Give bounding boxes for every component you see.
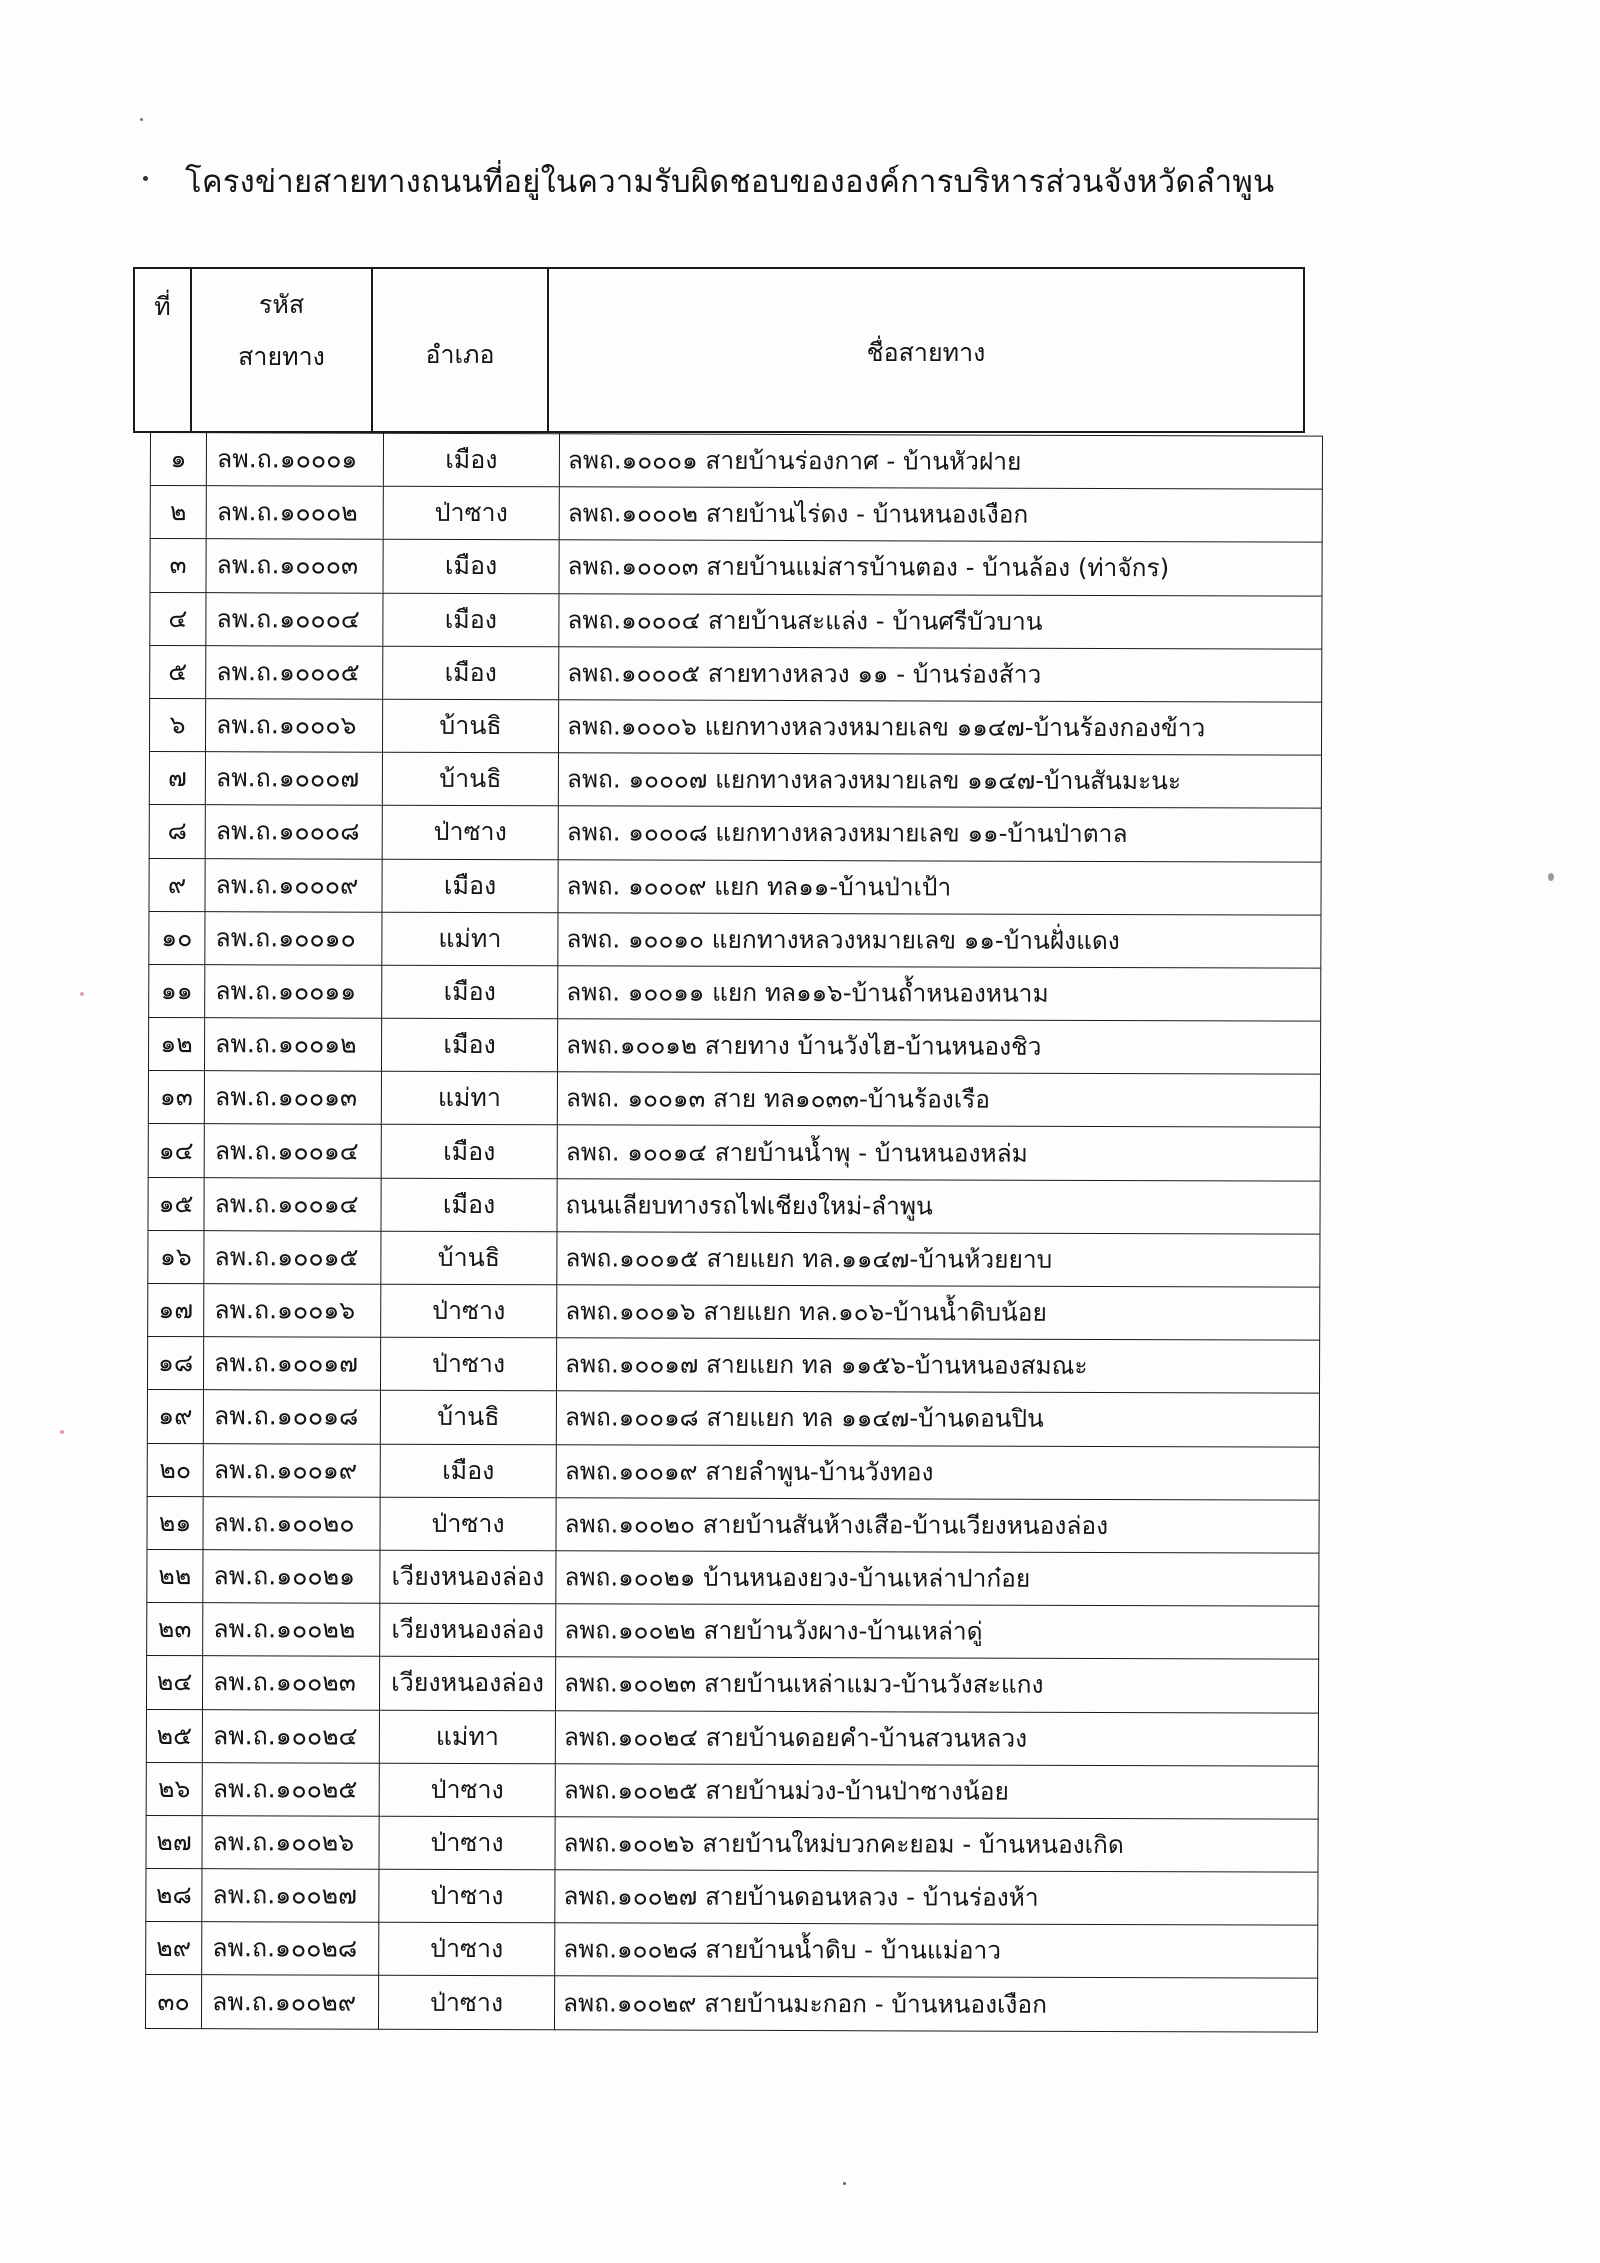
route-code-cell: ลพ.ถ.๑๐๐๐๓ [206, 539, 383, 593]
route-code-cell: ลพ.ถ.๑๐๐๑๔ [204, 1177, 381, 1231]
table-row [146, 1656, 1318, 1713]
row-number-cell: ๙ [149, 858, 205, 911]
table-row [147, 1496, 1319, 1553]
scan-speck [60, 1430, 64, 1434]
district-cell: เมือง [383, 433, 559, 487]
route-code-cell: ลพ.ถ.๑๐๐๑๐ [205, 911, 382, 965]
district-cell: ป่าซาง [381, 1284, 557, 1338]
district-cell: บ้านธิ [381, 1231, 557, 1285]
table-row [147, 1443, 1319, 1500]
district-cell: ป่าซาง [378, 1976, 554, 2030]
route-code-cell: ลพ.ถ.๑๐๐๐๘ [205, 805, 382, 859]
district-cell: บ้านธิ [382, 752, 558, 806]
route-name-cell: ลพถ.๑๐๐๐๖ แยกทางหลวงหมายเลข ๑๑๔๗-บ้านร้องกองข้าว [558, 700, 1321, 756]
row-number-cell: ๑๓ [148, 1071, 204, 1124]
row-number-cell: ๑๕ [148, 1177, 204, 1230]
table-row [146, 1815, 1318, 1872]
row-number-cell: ๑๖ [148, 1230, 204, 1283]
header-code-line1: รหัส [258, 290, 305, 319]
district-cell: เมือง [381, 1018, 557, 1072]
route-name-cell: ลพถ. ๑๐๐๐๘ แยกทางหลวงหมายเลข ๑๑-บ้านป่าตาล [558, 806, 1321, 862]
row-number-cell: ๕ [150, 645, 206, 698]
route-name-cell: ลพถ. ๑๐๐๑๓ สาย ทล๑๐๓๓-บ้านร้องเรือ [557, 1072, 1320, 1128]
route-name-cell: ลพถ.๑๐๐๑๙ สายลำพูน-บ้านวังทอง [556, 1444, 1319, 1500]
row-number-cell: ๑๗ [148, 1283, 204, 1336]
table-row [148, 1018, 1320, 1075]
district-cell: เมือง [382, 965, 558, 1019]
route-name-cell: ลพถ. ๑๐๐๐๙ แยก ทล๑๑-บ้านป่าเป้า [558, 859, 1321, 915]
header-no [134, 268, 191, 432]
route-name-cell: ลพถ.๑๐๐๒๙ สายบ้านมะกอก - บ้านหนองเงือก [554, 1976, 1317, 2032]
route-code-cell: ลพ.ถ.๑๐๐๒๘ [202, 1922, 379, 1976]
route-code-cell: ลพ.ถ.๑๐๐๑๗ [203, 1337, 380, 1391]
table-row [150, 592, 1322, 649]
row-number-cell: ๓ [150, 539, 206, 592]
route-code-cell: ลพ.ถ.๑๐๐๒๓ [202, 1656, 379, 1710]
road-network-table [145, 432, 1323, 2032]
table-row [148, 1071, 1320, 1128]
route-name-cell: ลพถ.๑๐๐๐๔ สายบ้านสะแล่ง - บ้านศรีบัวบาน [559, 593, 1322, 649]
route-code-cell: ลพ.ถ.๑๐๐๑๓ [204, 1071, 381, 1125]
row-number-cell: ๗ [149, 752, 205, 805]
table-row [149, 805, 1321, 862]
table-row [149, 858, 1321, 915]
table-row [148, 1283, 1320, 1340]
row-number-cell: ๓๐ [145, 1975, 201, 2028]
row-number-cell: ๑๙ [147, 1390, 203, 1443]
route-name-cell: ลพถ.๑๐๐๑๕ สายแยก ทล.๑๑๔๗-บ้านห้วยยาบ [557, 1232, 1320, 1288]
scan-speck [80, 992, 84, 996]
route-name-cell: ลพถ. ๑๐๐๑๐ แยกทางหลวงหมายเลข ๑๑-บ้านฝั่งแดง [558, 912, 1321, 968]
row-number-cell: ๑๒ [148, 1018, 204, 1071]
document-title: โครงข่ายสายทางถนนที่อยู่ในความรับผิดชอบขององค์การบริหารส่วนจังหวัดลำพูน [185, 164, 1275, 200]
scan-speck [1548, 873, 1554, 881]
route-name-cell: ลพถ.๑๐๐๐๕ สายทางหลวง ๑๑ - บ้านร่องส้าว [559, 647, 1322, 703]
row-number-cell: ๒๘ [146, 1869, 202, 1922]
route-name-cell: ลพถ.๑๐๐๑๒ สายทาง บ้านวังไฮ-บ้านหนองชิว [557, 1019, 1320, 1075]
scan-speck [140, 118, 143, 121]
header-district-label: อำเภอ [425, 340, 495, 369]
route-name-cell: ลพถ.๑๐๐๐๒ สายบ้านไร่ดง - บ้านหนองเงือก [559, 487, 1322, 543]
route-code-cell: ลพ.ถ.๑๐๐๒๒ [203, 1603, 380, 1657]
route-code-cell: ลพ.ถ.๑๐๐๐๗ [205, 752, 382, 806]
district-cell: เมือง [383, 593, 559, 647]
row-number-cell: ๒๓ [147, 1603, 203, 1656]
row-number-cell: ๒ [150, 486, 206, 539]
route-code-cell: ลพ.ถ.๑๐๐๒๔ [202, 1709, 379, 1763]
header-no-label: ที่ [154, 292, 171, 321]
table-row [147, 1549, 1319, 1606]
route-name-cell: ลพถ.๑๐๐๒๖ สายบ้านใหม่บวกคะยอม - บ้านหนองเกิด [555, 1817, 1318, 1873]
route-name-cell: ลพถ.๑๐๐๒๘ สายบ้านน้ำดิบ - บ้านแม่อาว [555, 1923, 1318, 1979]
district-cell: แม่ทา [379, 1710, 555, 1764]
route-code-cell: ลพ.ถ.๑๐๐๐๒ [206, 486, 383, 540]
row-number-cell: ๒๗ [146, 1815, 202, 1868]
route-code-cell: ลพ.ถ.๑๐๐๐๔ [206, 592, 383, 646]
district-cell: ป่าซาง [380, 1497, 556, 1551]
route-code-cell: ลพ.ถ.๑๐๐๑๕ [204, 1230, 381, 1284]
row-number-cell: ๒๕ [146, 1709, 202, 1762]
table-row [149, 964, 1321, 1021]
row-number-cell: ๖ [149, 698, 205, 751]
table-row [146, 1762, 1318, 1819]
route-name-cell: ลพถ.๑๐๐๐๑ สายบ้านร่องกาศ - บ้านหัวฝาย [559, 434, 1322, 490]
district-cell: ป่าซาง [383, 486, 559, 540]
row-number-cell: ๒๙ [146, 1922, 202, 1975]
district-cell: เมือง [381, 1178, 557, 1232]
route-code-cell: ลพ.ถ.๑๐๐๒๙ [201, 1975, 378, 2029]
district-cell: เวียงหนองล่อง [380, 1550, 556, 1604]
table-row [146, 1922, 1318, 1979]
route-name-cell: ลพถ.๑๐๐๒๓ สายบ้านเหล่าแมว-บ้านวังสะแกง [555, 1657, 1318, 1713]
route-code-cell: ลพ.ถ.๑๐๐๐๕ [206, 645, 383, 699]
row-number-cell: ๒๖ [146, 1762, 202, 1815]
row-number-cell: ๑๔ [148, 1124, 204, 1177]
district-cell: บ้านธิ [382, 699, 558, 753]
route-code-cell: ลพ.ถ.๑๐๐๑๔ [204, 1124, 381, 1178]
table-header [133, 267, 1305, 433]
stray-dot-mark [143, 176, 148, 181]
row-number-cell: ๒๒ [147, 1549, 203, 1602]
route-name-cell: ลพถ.๑๐๐๑๗ สายแยก ทล ๑๑๕๖-บ้านหนองสมณะ [556, 1338, 1319, 1394]
table-row [149, 752, 1321, 809]
district-cell: แม่ทา [381, 1071, 557, 1125]
route-name-cell: ลพถ. ๑๐๐๐๗ แยกทางหลวงหมายเลข ๑๑๔๗-บ้านสันมะนะ [558, 753, 1321, 809]
row-number-cell: ๒๔ [146, 1656, 202, 1709]
route-code-cell: ลพ.ถ.๑๐๐๐๙ [205, 858, 382, 912]
route-name-cell: ลพถ.๑๐๐๑๘ สายแยก ทล ๑๑๔๗-บ้านดอนปิน [556, 1391, 1319, 1447]
row-number-cell: ๒๐ [147, 1443, 203, 1496]
route-name-cell: ลพถ.๑๐๐๐๓ สายบ้านแม่สารบ้านตอง - บ้านล้อง (ท่าจักร) [559, 540, 1322, 596]
route-code-cell: ลพ.ถ.๑๐๐๒๑ [203, 1550, 380, 1604]
district-cell: เมือง [383, 646, 559, 700]
route-code-cell: ลพ.ถ.๑๐๐๐๖ [205, 699, 382, 753]
route-code-cell: ลพ.ถ.๑๐๐๒๖ [202, 1816, 379, 1870]
row-number-cell: ๒๑ [147, 1496, 203, 1549]
district-cell: แม่ทา [382, 912, 558, 966]
district-cell: ป่าซาง [379, 1869, 555, 1923]
route-code-cell: ลพ.ถ.๑๐๐๑๖ [204, 1284, 381, 1338]
route-name-cell: ลพถ.๑๐๐๒๐ สายบ้านสันห้างเสือ-บ้านเวียงหนองล่อง [556, 1498, 1319, 1554]
table-row [148, 1124, 1320, 1181]
header-code-line2: สายทาง [238, 342, 325, 371]
route-code-cell: ลพ.ถ.๑๐๐๒๐ [203, 1496, 380, 1550]
district-cell: บ้านธิ [380, 1391, 556, 1445]
row-number-cell: ๑๐ [149, 911, 205, 964]
district-cell: เมือง [382, 859, 558, 913]
district-cell: ป่าซาง [379, 1816, 555, 1870]
table-row [147, 1337, 1319, 1394]
table-row [150, 486, 1322, 543]
route-name-cell: ถนนเลียบทางรถไฟเชียงใหม่-ลำพูน [557, 1178, 1320, 1234]
table-row [150, 433, 1322, 490]
table-row [150, 645, 1322, 702]
header-name [548, 268, 1304, 432]
district-cell: ป่าซาง [380, 1337, 556, 1391]
table-row [145, 1975, 1317, 2032]
route-code-cell: ลพ.ถ.๑๐๐๑๑ [205, 965, 382, 1019]
table-row [147, 1390, 1319, 1447]
table-row [146, 1709, 1318, 1766]
table-row [149, 698, 1321, 755]
district-cell: เวียงหนองล่อง [380, 1603, 556, 1657]
route-name-cell: ลพถ.๑๐๐๒๔ สายบ้านดอยคำ-บ้านสวนหลวง [555, 1710, 1318, 1766]
route-name-cell: ลพถ.๑๐๐๒๗ สายบ้านดอนหลวง - บ้านร่องห้า [555, 1870, 1318, 1926]
table-body [145, 433, 1322, 2032]
district-cell: เมือง [381, 1125, 557, 1179]
route-code-cell: ลพ.ถ.๑๐๐๑๒ [204, 1018, 381, 1072]
district-cell: ป่าซาง [379, 1763, 555, 1817]
table-row [146, 1869, 1318, 1926]
route-name-cell: ลพถ.๑๐๐๒๑ บ้านหนองยวง-บ้านเหล่าปาก๋อย [556, 1551, 1319, 1607]
route-code-cell: ลพ.ถ.๑๐๐๑๘ [203, 1390, 380, 1444]
route-name-cell: ลพถ.๑๐๐๒๕ สายบ้านม่วง-บ้านป่าซางน้อย [555, 1763, 1318, 1819]
route-name-cell: ลพถ. ๑๐๐๑๔ สายบ้านน้ำพุ - บ้านหนองหล่ม [557, 1125, 1320, 1181]
district-cell: เมือง [380, 1444, 556, 1498]
route-code-cell: ลพ.ถ.๑๐๐๒๕ [202, 1762, 379, 1816]
row-number-cell: ๑ [150, 433, 206, 486]
header-code [191, 268, 372, 432]
route-code-cell: ลพ.ถ.๑๐๐๑๙ [203, 1443, 380, 1497]
district-cell: ป่าซาง [382, 806, 558, 860]
district-cell: เมือง [383, 540, 559, 594]
table-row [147, 1603, 1319, 1660]
district-cell: เวียงหนองล่อง [379, 1657, 555, 1711]
row-number-cell: ๘ [149, 805, 205, 858]
row-number-cell: ๔ [150, 592, 206, 645]
row-number-cell: ๑๑ [149, 964, 205, 1017]
header-name-label: ชื่อสายทาง [866, 338, 986, 367]
route-code-cell: ลพ.ถ.๑๐๐๒๗ [202, 1869, 379, 1923]
scan-speck [843, 2182, 846, 2185]
route-code-cell: ลพ.ถ.๑๐๐๐๑ [206, 433, 383, 487]
route-name-cell: ลพถ.๑๐๐๒๒ สายบ้านวังผาง-บ้านเหล่าดู่ [556, 1604, 1319, 1660]
table-row [148, 1230, 1320, 1287]
header-district [372, 268, 548, 432]
route-name-cell: ลพถ. ๑๐๐๑๑ แยก ทล๑๑๖-บ้านถ้ำหนองหนาม [558, 966, 1321, 1022]
table-row [148, 1177, 1320, 1234]
row-number-cell: ๑๘ [147, 1337, 203, 1390]
route-name-cell: ลพถ.๑๐๐๑๖ สายแยก ทล.๑๐๖-บ้านน้ำดิบน้อย [557, 1285, 1320, 1341]
district-cell: ป่าซาง [379, 1922, 555, 1976]
table-row [150, 539, 1322, 596]
table-row [149, 911, 1321, 968]
